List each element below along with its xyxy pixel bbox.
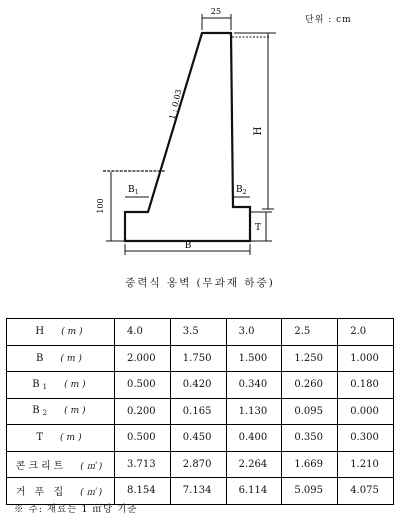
table-cell: 4.075 — [338, 478, 394, 505]
footnote: ※ 주: 재료는 1 ㎡당 기준 — [14, 504, 138, 515]
row-label-cell — [7, 451, 115, 478]
table-cell: 6.114 — [226, 478, 282, 505]
table-cell: 8.154 — [115, 478, 171, 505]
row-label: B — [32, 378, 43, 390]
slope-label: 1 : 0.03 — [167, 88, 184, 121]
row-label-cell — [7, 345, 115, 372]
table-cell: 1.210 — [338, 451, 394, 478]
row-label: B — [32, 405, 43, 417]
row-label-subscript: 2 — [42, 409, 51, 418]
table-cell: 3.0 — [226, 319, 282, 346]
table-cell: 1.500 — [226, 345, 282, 372]
table-cell: 4.0 — [115, 319, 171, 346]
table-cell: 0.180 — [338, 372, 394, 399]
table-cell: 0.340 — [226, 372, 282, 399]
thickness-label: T — [254, 223, 262, 233]
table-cell: 1.750 — [170, 345, 226, 372]
row-unit: (m) — [61, 327, 86, 338]
row-label: H — [35, 326, 48, 338]
row-unit: (㎡) — [80, 488, 106, 499]
top-width-dimension — [202, 14, 231, 30]
table-cell: 7.134 — [170, 478, 226, 505]
table-cell: 3.713 — [115, 451, 171, 478]
table-cell: 0.500 — [115, 372, 171, 399]
table-cell: 3.5 — [170, 319, 226, 346]
table-cell: 1.130 — [226, 398, 282, 425]
row-label-cell — [7, 425, 115, 452]
row-label: T — [36, 432, 47, 444]
row-label: 거 푸 집 — [15, 487, 67, 499]
row-label-cell — [7, 319, 115, 346]
row-unit: (m) — [64, 379, 89, 390]
table-row — [7, 398, 394, 425]
table-cell: 0.165 — [170, 398, 226, 425]
dimension-table — [6, 318, 394, 505]
table-row — [7, 345, 394, 372]
drawing-caption: 중력식 옹벽 (무과재 하중) — [125, 277, 275, 289]
table-cell: 0.350 — [282, 425, 338, 452]
table-cell: 1.250 — [282, 345, 338, 372]
table-cell: 2.870 — [170, 451, 226, 478]
row-unit: (m) — [60, 433, 85, 444]
wall-outline — [125, 33, 250, 241]
table-cell: 0.300 — [338, 425, 394, 452]
table-cell: 0.450 — [170, 425, 226, 452]
table-row — [7, 372, 394, 399]
height-dimension — [234, 33, 276, 209]
front-height-dimension — [106, 172, 124, 241]
base-label: B — [184, 241, 192, 251]
table-row — [7, 425, 394, 452]
row-unit: (㎥) — [80, 461, 106, 472]
table-row — [7, 319, 394, 346]
row-unit: (m) — [64, 406, 89, 417]
table-cell: 0.400 — [226, 425, 282, 452]
table-cell: 5.095 — [282, 478, 338, 505]
table-cell: 0.260 — [282, 372, 338, 399]
table-cell: 1.000 — [338, 345, 394, 372]
table-cell: 2.000 — [115, 345, 171, 372]
b2-label: $B_2$ — [236, 185, 247, 196]
table-cell: 1.669 — [282, 451, 338, 478]
table-cell: 2.0 — [338, 319, 394, 346]
table-cell: 0.200 — [115, 398, 171, 425]
table-cell: 0.095 — [282, 398, 338, 425]
height-label: H — [253, 126, 264, 136]
b1-label: $B_1$ — [128, 185, 139, 196]
row-label-cell — [7, 372, 115, 399]
table-cell: 0.000 — [338, 398, 394, 425]
table-cell: 0.420 — [170, 372, 226, 399]
table-cell: 2.264 — [226, 451, 282, 478]
table-row — [7, 451, 394, 478]
unit-label: 단위 : cm — [305, 15, 352, 25]
row-label-cell — [7, 398, 115, 425]
table-cell: 2.5 — [282, 319, 338, 346]
table-cell: 0.500 — [115, 425, 171, 452]
row-label: B — [36, 352, 47, 364]
row-label: 콘크리트 — [15, 460, 67, 472]
front-height-label: 100 — [96, 198, 105, 214]
row-unit: (m) — [60, 353, 85, 364]
row-label-subscript: 1 — [42, 382, 51, 391]
top-width-label: 25 — [210, 7, 222, 16]
dimension-table-body — [7, 319, 394, 505]
